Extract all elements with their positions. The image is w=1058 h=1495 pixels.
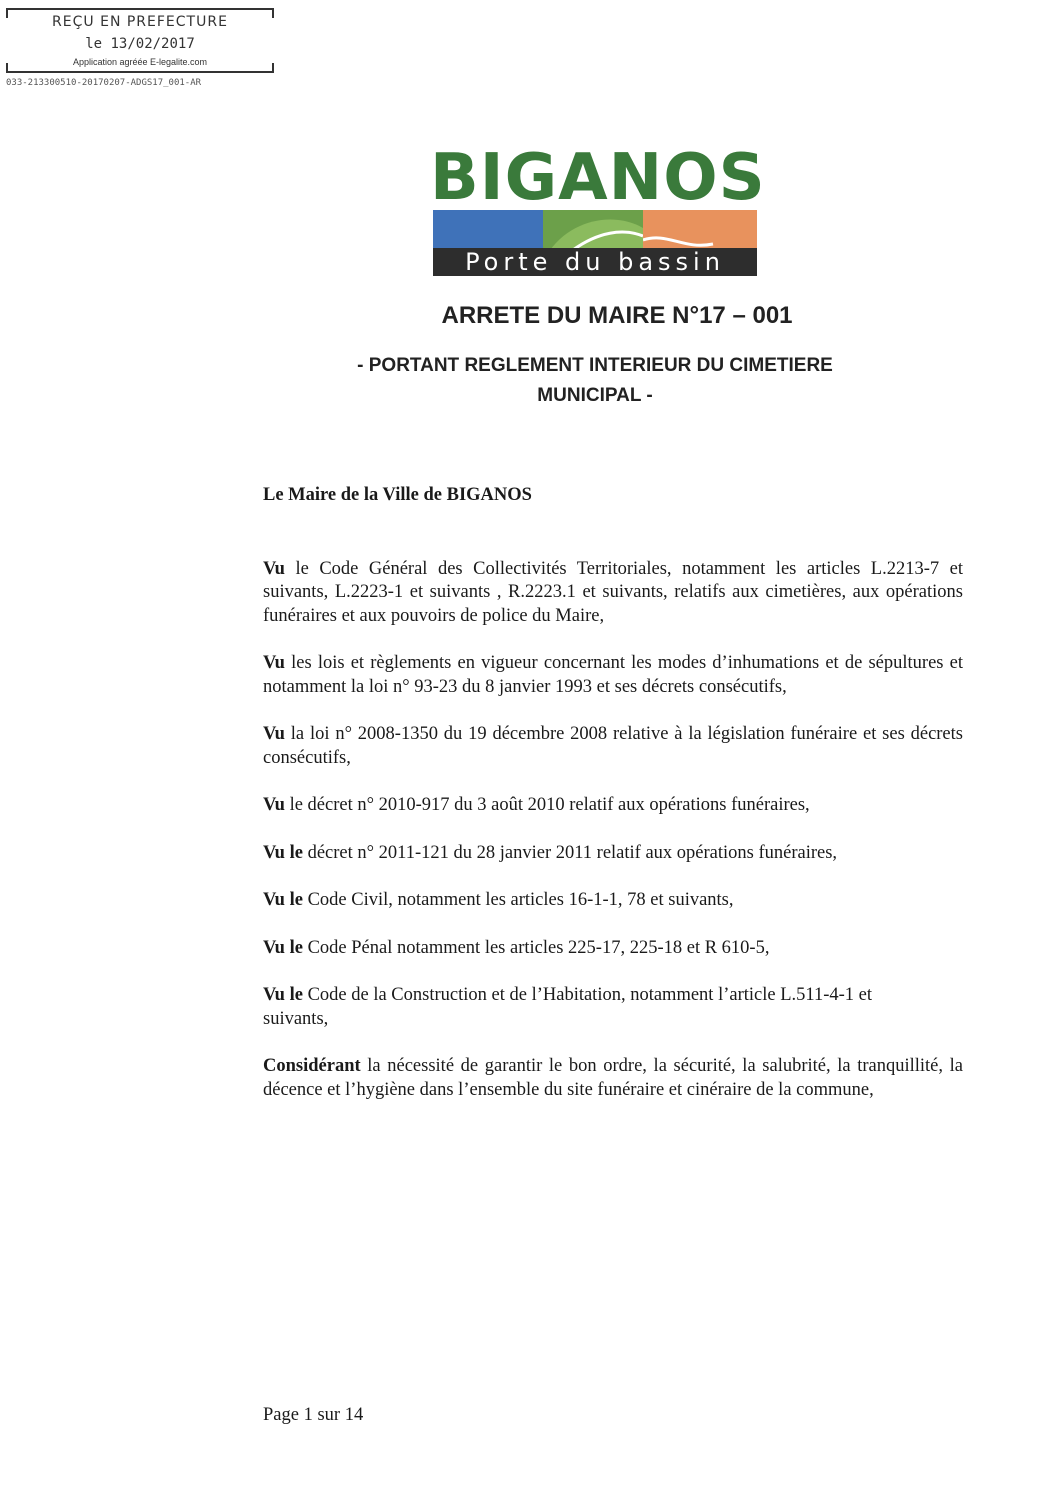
- paragraph: [263, 984, 883, 1031]
- paragraph: [263, 558, 963, 629]
- stamp-bottom-border: [6, 71, 274, 73]
- subtitle-line-1: - PORTANT REGLEMENT INTERIEUR DU CIMETIERE: [357, 355, 833, 376]
- paragraph-lead: Vu le: [263, 985, 303, 1005]
- biganos-logo: [430, 141, 766, 278]
- paragraph: [263, 652, 963, 699]
- prefecture-stamp: [6, 8, 274, 74]
- paragraph-lead: Vu: [263, 795, 285, 815]
- stamp-corner-tick: [272, 63, 274, 73]
- paragraph-text: la nécessité de garantir le bon ordre, la sécurité, la salubrité, la tranquillité, la décence et l’hygiène dans l’ensemble du site funéraire et cinéraire de la commune,: [263, 1056, 963, 1100]
- paragraph-lead: Considérant: [263, 1056, 361, 1076]
- stamp-reference: 033-213300510-20170207-ADGS17_001-AR: [6, 78, 202, 88]
- stamp-date: le 13/02/2017: [85, 36, 195, 52]
- document-subtitle: [300, 351, 890, 411]
- paragraph: [263, 1055, 963, 1102]
- paragraph-lead: Vu le: [263, 937, 303, 958]
- paragraph-text: le décret n° 2010-917 du 3 août 2010 relatif aux opérations funéraires,: [284, 795, 810, 815]
- paragraph-lead: Vu le: [263, 842, 303, 863]
- paragraph-text: Code Civil, notamment les articles 16-1-1, 78 et suivants,: [302, 890, 734, 910]
- subtitle-line-2: MUNICIPAL -: [537, 385, 653, 406]
- paragraph: [263, 889, 963, 913]
- stamp-top-border: [6, 8, 274, 10]
- paragraph-lead: Vu: [263, 558, 285, 579]
- paragraph: [263, 842, 963, 866]
- paragraph-text: la loi n° 2008-1350 du 19 décembre 2008 relative à la législation funéraire et ses décrets consécutifs,: [263, 724, 963, 768]
- intro-line: Le Maire de la Ville de BIGANOS: [263, 485, 532, 505]
- decree-number: ARRETE DU MAIRE N°17 – 001: [441, 302, 793, 329]
- document-title: [0, 300, 1058, 332]
- paragraph-lead: Vu: [263, 653, 285, 673]
- paragraph-text: Code Pénal notamment les articles 225-17, 225-18 et R 610-5,: [302, 937, 770, 958]
- document-body: [263, 484, 963, 1102]
- paragraph: [263, 937, 963, 961]
- paragraph-text: le Code Général des Collectivités Territoriales, notamment les articles L.2213-7 et suivants, L.2223-1 et suivants , R.2223.1 et suivants, relatifs aux cimetières, aux opérations funéraires et aux pouvoirs de police du Maire,: [263, 558, 963, 626]
- paragraph-text: Code de la Construction et de l’Habitation, notamment l’article L.511-4-1 et suivants,: [263, 985, 872, 1029]
- paragraph: [263, 794, 963, 818]
- stamp-received-label: REÇU EN PREFECTURE: [52, 14, 228, 30]
- paragraph: [263, 723, 963, 770]
- stamp-application-label: Application agréée E-legalite.com: [72, 57, 208, 67]
- paragraph-text: décret n° 2011-121 du 28 janvier 2011 relatif aux opérations funéraires,: [302, 842, 838, 863]
- paragraph-text: les lois et règlements en vigueur concernant les modes d’inhumations et de sépultures et notamment la loi n° 93-23 du 8 janvier 1993 et ses décrets consécutifs,: [263, 653, 963, 697]
- paragraph-lead: Vu le: [263, 890, 303, 910]
- page-number: Page 1 sur 14: [263, 1405, 364, 1425]
- logo-tagline: Porte du bassin: [433, 248, 757, 276]
- paragraph-lead: Vu: [263, 724, 285, 744]
- stamp-corner-tick: [6, 63, 8, 73]
- logo-wordmark: BIGANOS: [430, 141, 766, 215]
